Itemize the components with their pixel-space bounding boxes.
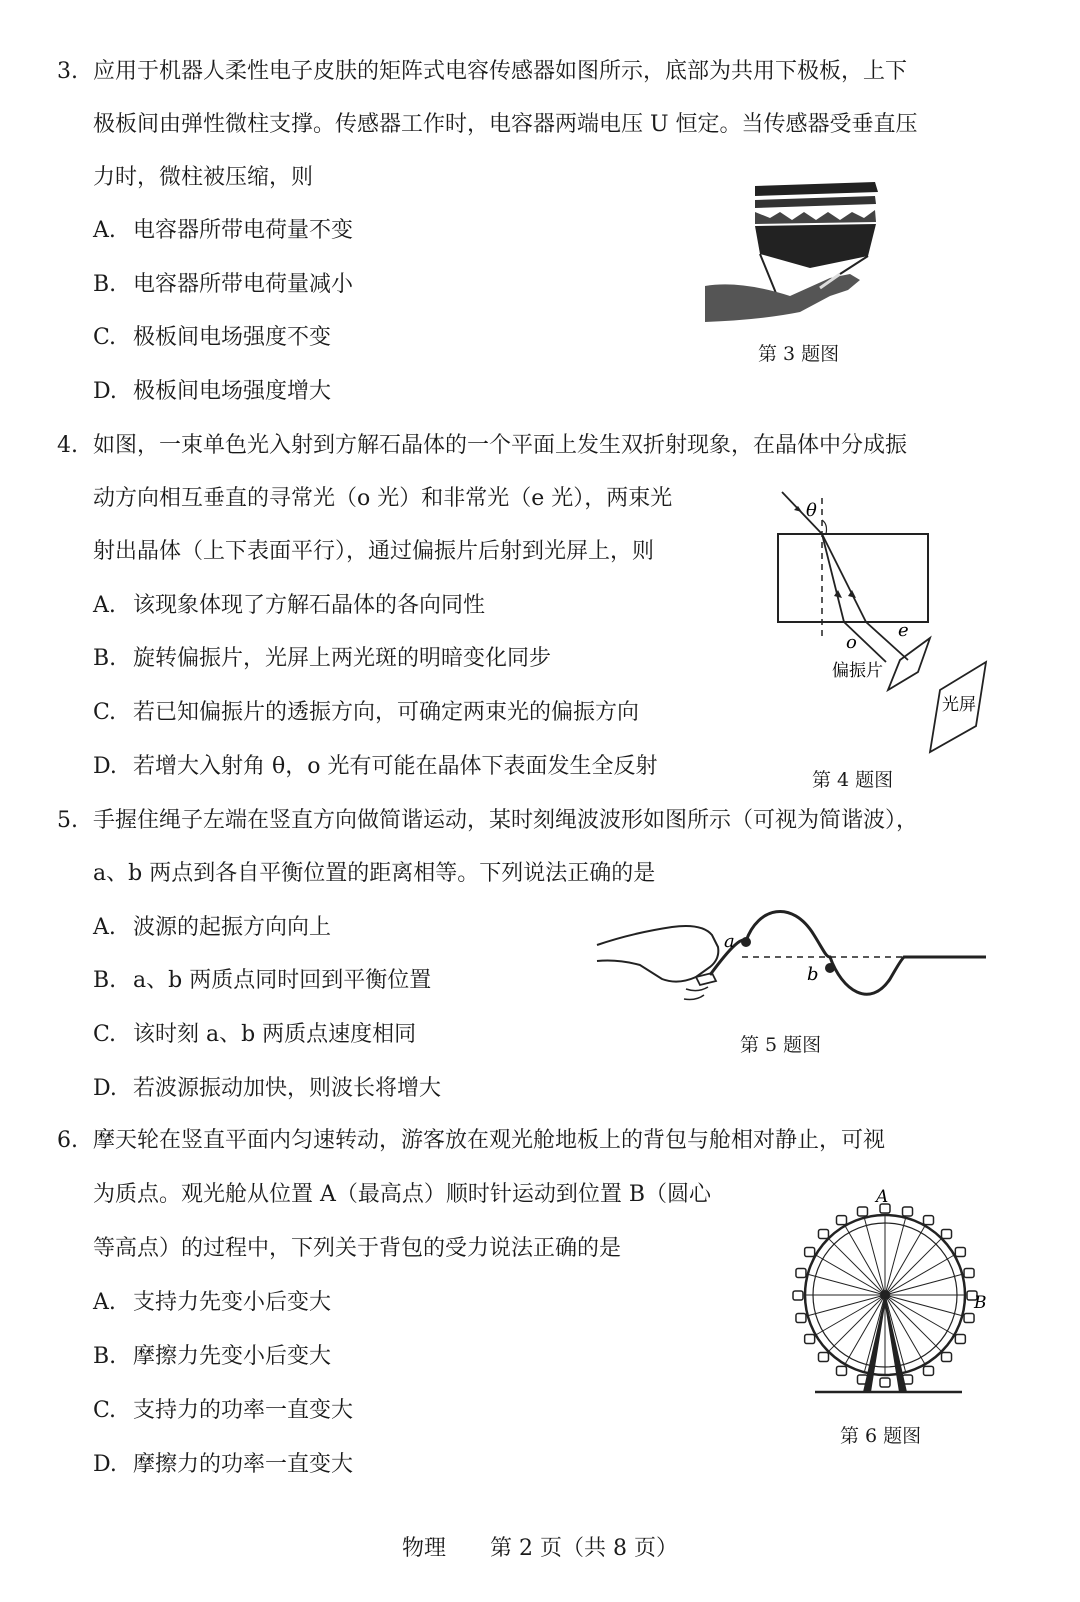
question-3-figure-capacitor-sensor bbox=[700, 178, 900, 338]
option-text: 支持力先变小后变大 bbox=[133, 1290, 332, 1315]
question-6-stem-line-1: 摩天轮在竖直平面内匀速转动，游客放在观光舱地板上的背包与舱相对静止，可视 bbox=[93, 1128, 886, 1153]
question-3-option-a[interactable] bbox=[93, 216, 353, 246]
question-5-caption: 第 5 题图 bbox=[740, 1034, 822, 1056]
option-text: 电容器所带电荷量减小 bbox=[133, 272, 354, 297]
question-4-caption: 第 4 题图 bbox=[812, 769, 894, 791]
option-letter: B. bbox=[93, 272, 117, 297]
question-6-stem-line-3: 等高点）的过程中，下列关于背包的受力说法正确的是 bbox=[93, 1236, 622, 1261]
question-5-figure-rope-wave bbox=[592, 905, 992, 1010]
option-text: 该现象体现了方解石晶体的各向同性 bbox=[133, 593, 486, 618]
option-letter: B. bbox=[93, 1344, 117, 1369]
question-6-option-d[interactable] bbox=[93, 1450, 353, 1480]
option-letter: A. bbox=[93, 593, 116, 618]
option-text: 旋转偏振片，光屏上两光斑的明暗变化同步 bbox=[133, 646, 552, 671]
label-a: a bbox=[724, 931, 735, 952]
option-text: 摩擦力先变小后变大 bbox=[133, 1344, 332, 1369]
crystal-block bbox=[778, 534, 928, 622]
label-B: B bbox=[974, 1293, 987, 1313]
option-text: 若已知偏振片的透振方向，可确定两束光的偏振方向 bbox=[133, 700, 640, 725]
option-text: 支持力的功率一直变大 bbox=[133, 1398, 354, 1423]
question-4-option-b[interactable] bbox=[93, 644, 551, 674]
option-letter: D. bbox=[93, 754, 117, 779]
question-4-number: 4. bbox=[57, 433, 78, 458]
question-6-stem-line-2: 为质点。观光舱从位置 A（最高点）顺时针运动到位置 B（圆心 bbox=[93, 1182, 712, 1207]
question-3-option-d[interactable] bbox=[93, 377, 331, 407]
option-text: 若波源振动加快，则波长将增大 bbox=[133, 1076, 442, 1101]
question-5-stem-line-1: 手握住绳子左端在竖直方向做简谐运动，某时刻绳波波形如图所示（可视为简谐波）， bbox=[93, 808, 919, 833]
label-theta: θ bbox=[806, 500, 817, 521]
option-letter: C. bbox=[93, 1022, 117, 1047]
label-b: b bbox=[807, 964, 819, 985]
question-3-stem-line-2: 极板间由弹性微柱支撑。传感器工作时，电容器两端电压 U 恒定。当传感器受垂直压 bbox=[93, 112, 918, 137]
option-text: a、b 两质点同时回到平衡位置 bbox=[133, 968, 432, 993]
page-footer bbox=[0, 1534, 1080, 1564]
question-6-figure-ferris-wheel bbox=[790, 1180, 1000, 1405]
wave-curve bbox=[710, 911, 986, 994]
hand-outline bbox=[597, 926, 718, 982]
question-4-figure-birefringence bbox=[760, 490, 1000, 760]
question-3-caption: 第 3 题图 bbox=[758, 343, 840, 365]
question-4-option-a[interactable] bbox=[93, 591, 485, 621]
option-letter: C. bbox=[93, 1398, 117, 1423]
question-3-option-c[interactable] bbox=[93, 323, 331, 353]
option-text: 该时刻 a、b 两质点速度相同 bbox=[133, 1022, 417, 1047]
option-text: 摩擦力的功率一直变大 bbox=[133, 1452, 354, 1477]
question-6-number: 6. bbox=[57, 1128, 78, 1153]
option-letter: A. bbox=[93, 1290, 116, 1315]
question-5-option-b[interactable] bbox=[93, 966, 431, 996]
option-letter: D. bbox=[93, 1076, 117, 1101]
question-3-number: 3. bbox=[57, 59, 78, 84]
option-letter: C. bbox=[93, 325, 117, 350]
question-4-option-c[interactable] bbox=[93, 698, 639, 728]
ferris-wheel-drawing bbox=[793, 1204, 977, 1392]
question-6-option-a[interactable] bbox=[93, 1288, 331, 1318]
question-6-option-b[interactable] bbox=[93, 1342, 331, 1372]
option-letter: B. bbox=[93, 968, 117, 993]
question-5-option-d[interactable] bbox=[93, 1074, 441, 1104]
question-3-stem-line-1: 应用于机器人柔性电子皮肤的矩阵式电容传感器如图所示，底部为共用下极板，上下 bbox=[93, 59, 908, 84]
question-5-option-a[interactable] bbox=[93, 913, 331, 943]
option-letter: A. bbox=[93, 915, 116, 940]
label-A: A bbox=[876, 1187, 889, 1207]
option-letter: B. bbox=[93, 646, 117, 671]
option-text: 波源的起振方向向上 bbox=[133, 915, 332, 940]
footer-page-number: 第 2 页（共 8 页） bbox=[490, 1536, 678, 1561]
label-e-ray: e bbox=[898, 620, 909, 641]
option-text: 若增大入射角 θ，o 光有可能在晶体下表面发生全反射 bbox=[133, 754, 658, 779]
question-5-number: 5. bbox=[57, 808, 78, 833]
footer-subject: 物理 bbox=[402, 1536, 447, 1561]
option-text: 极板间电场强度增大 bbox=[133, 379, 332, 404]
option-text: 电容器所带电荷量不变 bbox=[133, 218, 354, 243]
question-4-stem-line-3: 射出晶体（上下表面平行），通过偏振片后射到光屏上，则 bbox=[93, 539, 655, 564]
label-polarizer: 偏振片 bbox=[832, 661, 883, 681]
label-o-ray: o bbox=[846, 632, 857, 653]
question-4-stem-line-2: 动方向相互垂直的寻常光（o 光）和非常光（e 光），两束光 bbox=[93, 486, 673, 511]
point-a bbox=[741, 937, 751, 947]
option-letter: D. bbox=[93, 379, 117, 404]
option-letter: D. bbox=[93, 1452, 117, 1477]
point-b bbox=[825, 963, 835, 973]
question-4-stem-line-1: 如图，一束单色光入射到方解石晶体的一个平面上发生双折射现象，在晶体中分成振 bbox=[93, 433, 908, 458]
polarizer-plate bbox=[888, 638, 930, 690]
option-letter: A. bbox=[93, 218, 116, 243]
question-5-option-c[interactable] bbox=[93, 1020, 416, 1050]
question-3-stem-line-3: 力时，微柱被压缩，则 bbox=[93, 165, 314, 190]
question-4-option-d[interactable] bbox=[93, 752, 657, 782]
question-6-caption: 第 6 题图 bbox=[840, 1425, 922, 1447]
question-5-stem-line-2: a、b 两点到各自平衡位置的距离相等。下列说法正确的是 bbox=[93, 861, 656, 886]
option-letter: C. bbox=[93, 700, 117, 725]
question-3-option-b[interactable] bbox=[93, 270, 353, 300]
question-6-option-c[interactable] bbox=[93, 1396, 353, 1426]
option-text: 极板间电场强度不变 bbox=[133, 325, 332, 350]
label-screen: 光屏 bbox=[942, 695, 976, 715]
